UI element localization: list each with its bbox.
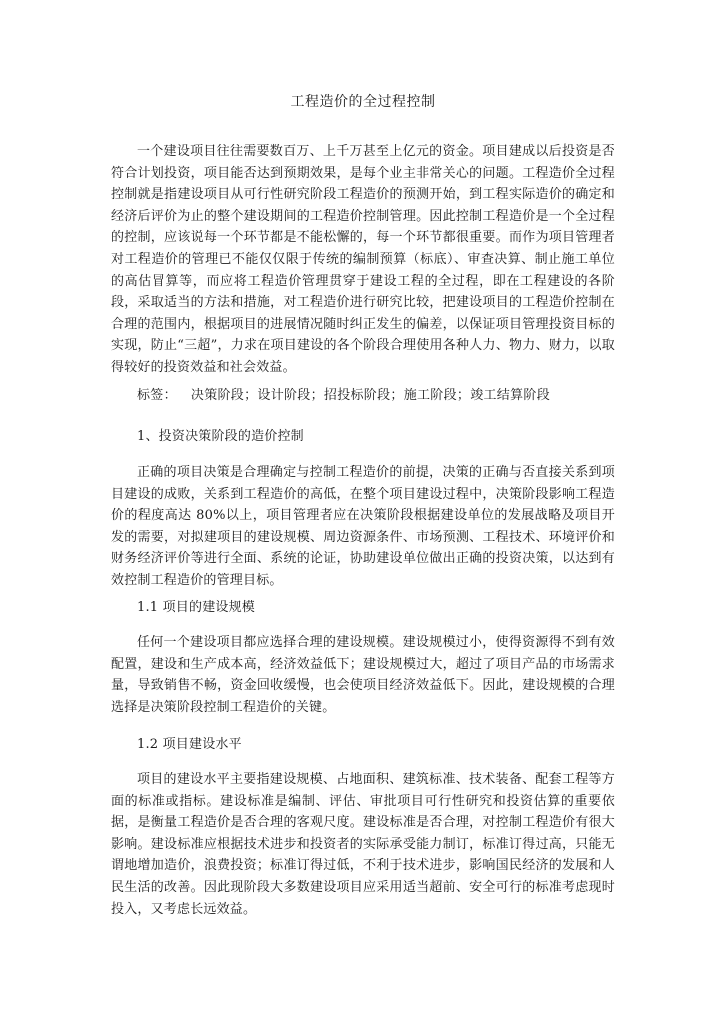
section-1-heading: 1、投资决策阶段的造价控制	[137, 429, 304, 444]
section-1-1-heading: 1.1 项目的建设规模	[137, 600, 256, 615]
document-title: 工程造价的全过程控制	[290, 94, 436, 110]
tags-list: 决策阶段；设计阶段；招投标阶段；施工阶段；竣工结算阶段	[190, 388, 551, 403]
tags-line	[137, 386, 550, 406]
section-1-paragraph: 正确的项目决策是合理确定与控制工程造价的前提，决策的正确与否直接关系到项目建设的成败，关系到工程造价的高低，在整个项目建设过程中，决策阶段影响工程造价的程度高达 80%以上，项目管理者应在决策阶段根据建设单位的发展战略及项目开发的需要，对拟建项目的建设规模、周边资源条件、市场预测、工程技术、环境评价和财务经济评价等进行全面、系统的论证，协助建设单位做出正确的投资决策，以达到有效控制工程造价的管理目标。	[111, 465, 615, 588]
intro-paragraph: 一个建设项目往往需要数百万、上千万甚至上亿元的资金。项目建成以后投资是否符合计划投资，项目能否达到预期效果，是每个业主非常关心的问题。工程造价全过程控制就是指建设项目从可行性研究阶段工程造价的预测开始，到工程实际造价的确定和经济后评价为止的整个建设期间的工程造价控制管理。因此控制工程造价是一个全过程的控制，应该说每一个环节都是不能松懈的，每一个环节都很重要。而作为项目管理者对工程造价的管理已不能仅仅限于传统的编制预算（标底）、审查决算、制止施工单位的高估冒算等，而应将工程造价管理贯穿于建设工程的全过程，即在工程建设的各阶段，采取适当的方法和措施，对工程造价进行研究比较，把建设项目的工程造价控制在合理的范围内，根据项目的进展情况随时纠正发生的偏差，以保证项目管理投资目标的实现，防止“三超”，力求在项目建设的各个阶段合理使用各种人力、物力、财力，以取得较好的投资效益和社会效益。	[111, 144, 615, 375]
tags-label: 标签：	[137, 388, 177, 403]
section-1-2-heading: 1.2 项目建设水平	[137, 737, 242, 752]
section-1-2-paragraph: 项目的建设水平主要指建设规模、占地面积、建筑标准、技术装备、配套工程等方面的标准或指标。建设标准是编制、评估、审批项目可行性研究和投资估算的重要依据，是衡量工程造价是否合理的客观尺度。建设标准是否合理，对控制工程造价有很大影响。建设标准应根据技术进步和投资者的实际承受能力制订，标准订得过高，只能无谓地增加造价，浪费投资；标准订得过低，不利于技术进步，影响国民经济的发展和人民生活的改善。因此现阶段大多数建设项目应采用适当超前、安全可行的标准考虑现时投入，又考虑长远效益。	[111, 772, 615, 917]
section-1-1-paragraph: 任何一个建设项目都应选择合理的建设规模。建设规模过小，使得资源得不到有效配置，建设和生产成本高，经济效益低下；建设规模过大，超过了项目产品的市场需求量，导致销售不畅，资金回收缓慢，也会使项目经济效益低下。因此，建设规模的合理选择是决策阶段控制工程造价的关键。	[111, 635, 615, 715]
